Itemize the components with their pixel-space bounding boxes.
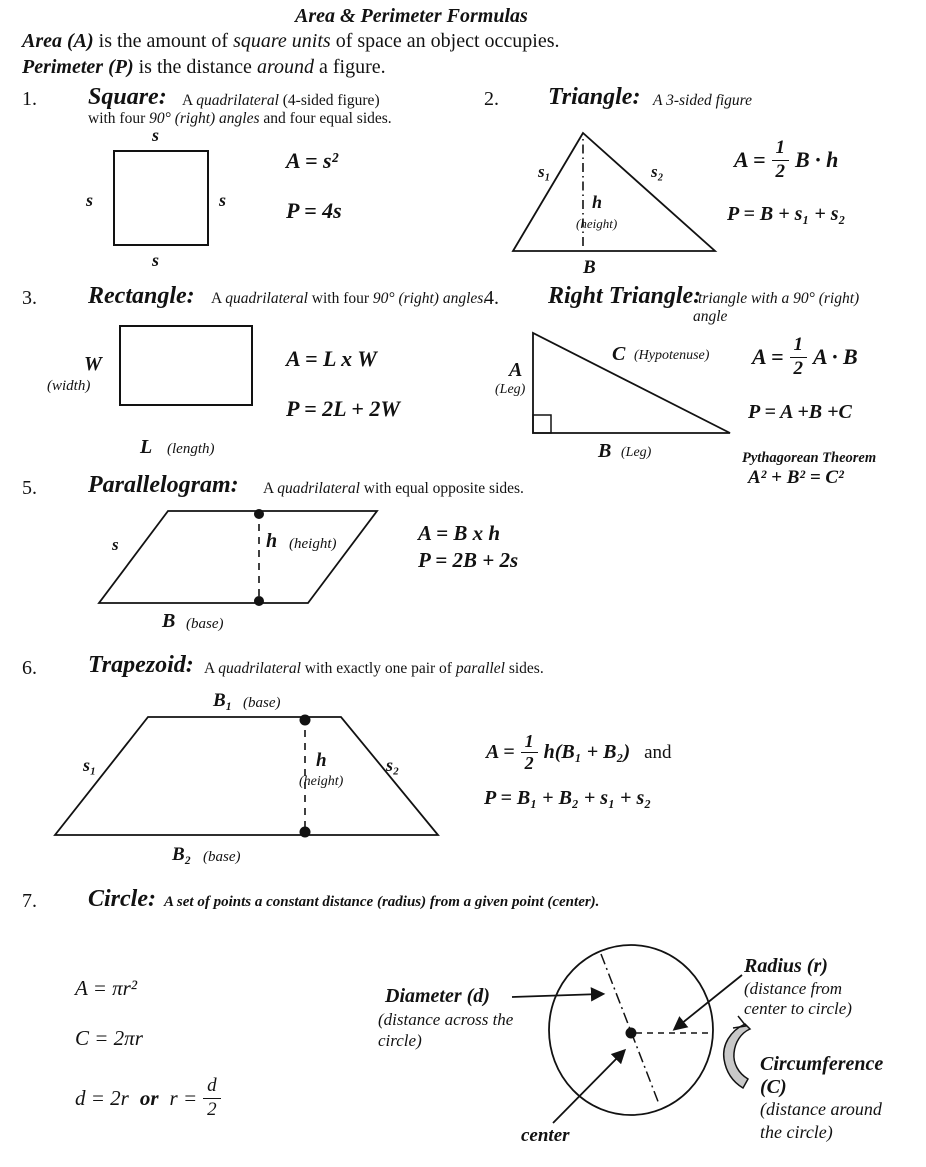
- right-triangle-desc-line2: angle: [693, 308, 728, 325]
- intro-area-term: Area (A): [22, 30, 94, 52]
- pythagorean-theorem-formula: A² + B² = C²: [748, 467, 844, 488]
- right-triangle-area-pre: A =: [752, 344, 784, 370]
- parallelogram-number: 5.: [22, 477, 37, 499]
- rectangle-desc-run3: with four: [307, 290, 373, 307]
- diameter-equation: d = 2r: [75, 1085, 129, 1110]
- intro-perimeter-definition: [22, 56, 386, 79]
- square-desc-run1: A: [182, 92, 197, 109]
- or-word: or: [139, 1085, 159, 1110]
- trapezoid-base1-label: B₁: [213, 690, 233, 711]
- intro-area-italic: square units: [233, 30, 331, 52]
- parallelogram-side-label: s: [112, 535, 119, 554]
- trapezoid-side2-label: s₂: [386, 755, 400, 775]
- trapezoid-and-word: and: [644, 741, 672, 763]
- intro-perimeter-text2: a figure.: [313, 56, 386, 78]
- intro-perimeter-text1: is the distance: [133, 56, 257, 78]
- square-number: 1.: [22, 88, 37, 110]
- rectangle-length-sublabel: (length): [167, 441, 215, 457]
- center-dot: [626, 1028, 637, 1039]
- intro-area-text2: of space an object occupies.: [330, 30, 560, 52]
- right-triangle-shape: [525, 328, 737, 438]
- circumference-sublabel-line2: the circle): [760, 1122, 833, 1142]
- parallelogram-desc-run1: A: [263, 480, 278, 497]
- triangle-number: 2.: [484, 88, 499, 110]
- parallelogram-base-label: B: [162, 610, 176, 632]
- intro-perimeter-italic: around: [256, 56, 314, 78]
- parallelogram-height-sublabel: (height): [289, 536, 337, 552]
- square-side-bottom-label: s: [152, 250, 160, 270]
- right-triangle-title: Right Triangle:: [548, 283, 702, 309]
- right-triangle-number: 4.: [484, 287, 499, 309]
- height-endpoint-dot-top: [300, 715, 311, 726]
- right-angle-mark: [533, 415, 551, 433]
- triangle-outline: [513, 133, 715, 251]
- square-desc-run3: (4-sided figure): [278, 92, 380, 109]
- parallelogram-shape: [92, 505, 392, 609]
- diameter-sublabel-line2: circle): [378, 1031, 422, 1050]
- right-triangle-legA-label: A: [509, 359, 523, 381]
- one-half-fraction: [790, 335, 808, 379]
- circle-diameter-radius-formula: [75, 1076, 227, 1120]
- trapezoid-base2-sublabel: (base): [203, 849, 241, 865]
- fraction-numerator: 1: [521, 732, 538, 753]
- height-endpoint-dot-bottom: [254, 596, 264, 606]
- rectangle-width-label: W: [84, 353, 102, 375]
- rectangle-desc-run4: 90° (right) angles.: [372, 290, 488, 307]
- parallelogram-title: Parallelogram:: [88, 472, 239, 498]
- right-triangle-perimeter-formula: P = A +B +C: [748, 401, 852, 423]
- square-desc-run6: and four equal sides.: [259, 110, 392, 127]
- rectangle-desc-run2: quadrilateral: [225, 290, 308, 307]
- circle-circumference-formula: C = 2πr: [75, 1026, 143, 1050]
- trapezoid-area-formula: [486, 732, 672, 774]
- rectangle-outline: [120, 326, 252, 405]
- triangle-area-formula: [734, 138, 838, 182]
- rectangle-desc: [211, 290, 487, 308]
- parallelogram-perimeter-formula: P = 2B + 2s: [418, 548, 519, 572]
- square-area-formula: A = s²: [286, 148, 339, 173]
- rectangle-perimeter-formula: P = 2L + 2W: [286, 396, 400, 421]
- square-desc-run4: with four: [88, 110, 150, 127]
- trapezoid-area-post: h(B₁ + B₂): [543, 741, 631, 764]
- diameter-label: Diameter (d): [385, 985, 490, 1007]
- trapezoid-number: 6.: [22, 657, 37, 679]
- trapezoid-height-sublabel: (height): [299, 774, 344, 789]
- diameter-sublabel-line1: (distance across the: [378, 1010, 514, 1029]
- fraction-denominator: 2: [775, 160, 785, 182]
- right-triangle-legB-label: B: [598, 440, 612, 462]
- one-half-fraction: [521, 732, 538, 774]
- parallelogram-desc-run2: quadrilateral: [277, 480, 360, 497]
- trapezoid-outline: [55, 717, 438, 835]
- parallelogram-height-label: h: [266, 530, 278, 552]
- triangle-desc: A 3-sided figure: [653, 92, 753, 109]
- square-perimeter-formula: P = 4s: [286, 198, 342, 223]
- triangle-height-label: h: [592, 192, 603, 212]
- circle-area-formula: A = πr²: [75, 976, 138, 1000]
- rectangle-area-formula: A = L x W: [286, 346, 377, 371]
- circumference-swoosh-icon: [724, 1024, 750, 1088]
- parallelogram-outline: [99, 511, 377, 603]
- trapezoid-shape: [50, 711, 445, 841]
- triangle-area-post: B · h: [795, 147, 839, 173]
- pythagorean-theorem-title: Pythagorean Theorem: [742, 450, 877, 466]
- triangle-title: Triangle:: [548, 84, 641, 110]
- circumference-symbol-label: (C): [760, 1076, 787, 1098]
- trapezoid-desc: [204, 660, 544, 678]
- square-shape: [110, 146, 212, 250]
- fraction-denominator: 2: [207, 1098, 217, 1120]
- intro-perimeter-term: Perimeter (P): [22, 56, 134, 78]
- circumference-sublabel-line1: (distance around: [760, 1099, 882, 1119]
- triangle-base-label: B: [583, 257, 596, 278]
- fraction-numerator: d: [203, 1076, 221, 1099]
- rectangle-shape: [118, 324, 258, 408]
- radius-sublabel-line2: center to circle): [744, 999, 852, 1018]
- parallelogram-desc: [263, 480, 524, 498]
- right-triangle-area-formula: [752, 335, 858, 379]
- trapezoid-base1-sublabel: (base): [243, 695, 281, 711]
- trapezoid-side1-label: s₁: [83, 755, 97, 775]
- rectangle-width-sublabel: (width): [47, 378, 91, 394]
- right-triangle-desc-line1: triangle with a 90° (right): [698, 290, 860, 307]
- rectangle-desc-run1: A: [211, 290, 226, 307]
- triangle-shape: [505, 125, 727, 261]
- intro-area-definition: [22, 30, 560, 53]
- radius-equation: r =: [169, 1085, 198, 1110]
- one-half-fraction: [772, 138, 790, 182]
- right-triangle-hypotenuse-sublabel: (Hypotenuse): [634, 348, 710, 363]
- square-desc-line1: [182, 92, 380, 110]
- right-triangle-legA-sublabel: (Leg): [495, 382, 526, 397]
- center-label: center: [521, 1125, 570, 1146]
- trapezoid-desc-run4: parallel: [455, 660, 505, 677]
- rectangle-title: Rectangle:: [88, 283, 195, 309]
- circle-title: Circle:: [88, 886, 156, 912]
- d-over-2-fraction: [203, 1076, 221, 1120]
- square-desc-run2: quadrilateral: [196, 92, 279, 109]
- fraction-denominator: 2: [524, 753, 534, 774]
- right-triangle-hypotenuse-label: C: [612, 343, 626, 365]
- triangle-height-sublabel: (height): [576, 216, 618, 231]
- circle-number: 7.: [22, 890, 37, 912]
- fraction-numerator: 1: [790, 335, 808, 358]
- square-side-top-label: s: [152, 125, 160, 145]
- intro-area-text1: is the amount of: [93, 30, 234, 52]
- radius-sublabel-line1: (distance from: [744, 979, 843, 998]
- radius-label: Radius (r): [744, 955, 828, 977]
- circumference-label: Circumference: [760, 1053, 884, 1075]
- trapezoid-area-pre: A =: [486, 741, 515, 764]
- circle-desc: A set of points a constant distance (radius) from a given point (center).: [164, 894, 600, 910]
- square-outline: [114, 151, 208, 245]
- trapezoid-desc-run3: with exactly one pair of: [300, 660, 456, 677]
- square-side-right-label: s: [219, 190, 227, 210]
- trapezoid-desc-run2: quadrilateral: [218, 660, 301, 677]
- radius-arrow: [676, 975, 742, 1028]
- height-endpoint-dot-top: [254, 509, 264, 519]
- parallelogram-base-sublabel: (base): [186, 616, 224, 632]
- height-endpoint-dot-bottom: [300, 827, 311, 838]
- trapezoid-desc-run5: sides.: [504, 660, 544, 677]
- square-title: Square:: [88, 84, 167, 110]
- fraction-numerator: 1: [772, 138, 790, 161]
- triangle-area-pre: A =: [734, 147, 766, 173]
- trapezoid-perimeter-formula: P = B₁ + B₂ + s₁ + s₂: [484, 787, 652, 809]
- trapezoid-title: Trapezoid:: [88, 652, 194, 678]
- trapezoid-desc-run1: A: [204, 660, 219, 677]
- triangle-side1-label: s₁: [538, 162, 551, 181]
- square-desc-line2: [88, 110, 392, 128]
- square-desc-run5: 90° (right) angles: [149, 110, 260, 127]
- triangle-perimeter-formula: P = B + s₁ + s₂: [727, 203, 846, 225]
- rectangle-length-label: L: [140, 436, 153, 458]
- square-side-left-label: s: [86, 190, 94, 210]
- page-title: Area & Perimeter Formulas: [295, 5, 528, 27]
- fraction-denominator: 2: [793, 357, 803, 379]
- parallelogram-desc-run3: with equal opposite sides.: [359, 480, 524, 497]
- right-triangle-area-post: A · B: [813, 344, 858, 370]
- triangle-side2-label: s₂: [651, 162, 664, 181]
- right-triangle-legB-sublabel: (Leg): [621, 445, 652, 460]
- trapezoid-base2-label: B₂: [172, 844, 192, 865]
- trapezoid-height-label: h: [316, 750, 327, 771]
- parallelogram-area-formula: A = B x h: [418, 521, 501, 545]
- rectangle-number: 3.: [22, 287, 37, 309]
